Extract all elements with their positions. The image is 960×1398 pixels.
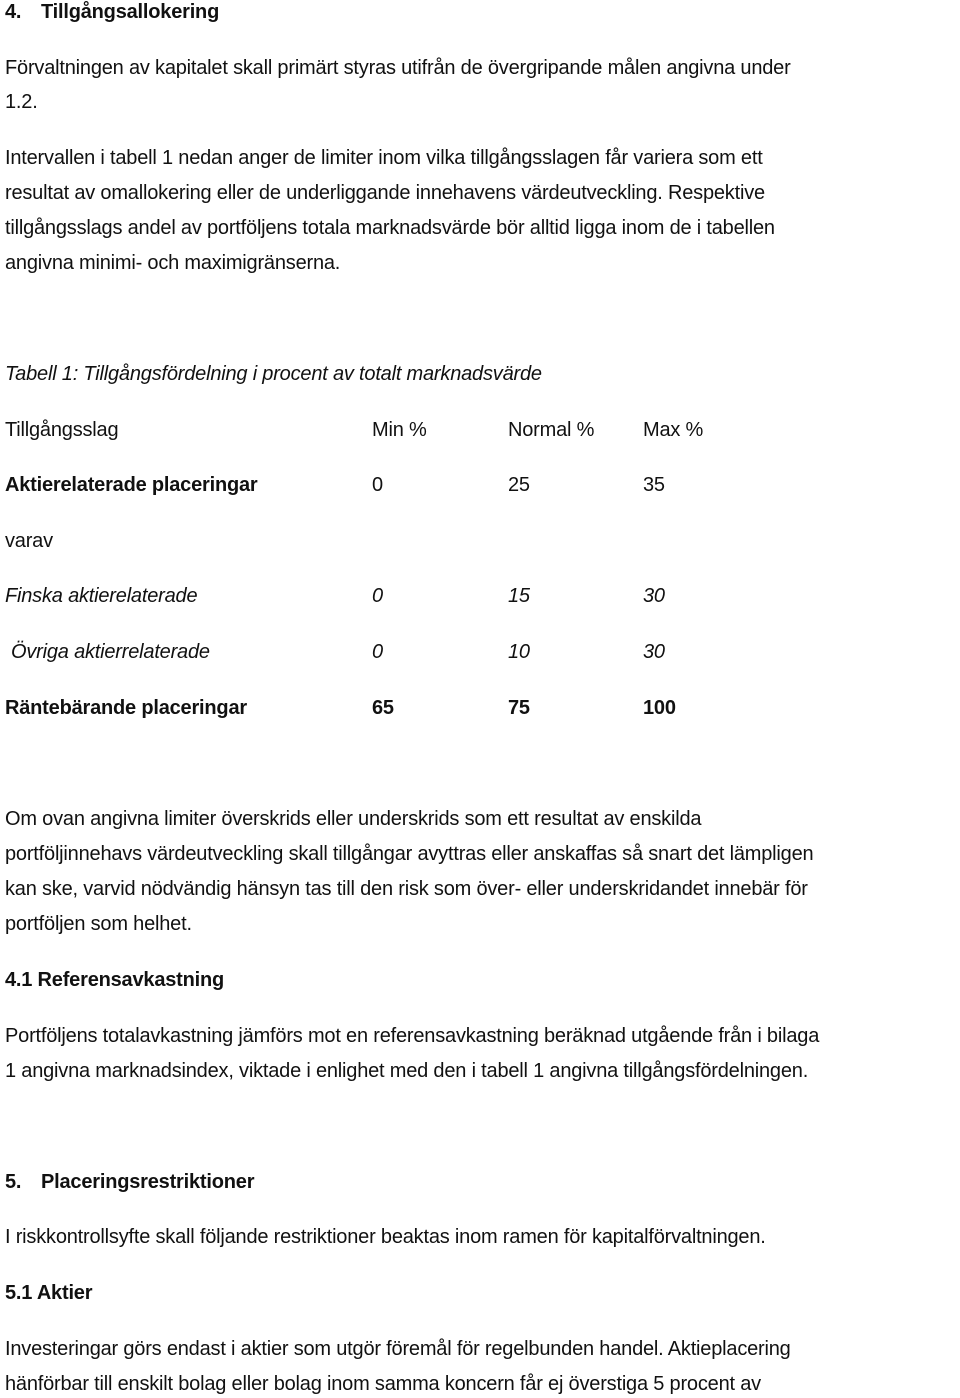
table-header-row [5,418,955,442]
paragraph-line: portföljen som helhet. [5,913,192,935]
table-header-cell: Normal % [508,419,595,441]
section-heading-5-1: 5.1 Aktier [5,1282,93,1304]
table-cell-label: Övriga aktierrelaterade [11,641,210,663]
section-heading-5 [5,1170,254,1194]
section-heading-4 [5,0,219,24]
table-cell-label: Räntebärande placeringar [5,697,247,719]
table-row [5,584,955,608]
table-cell-max: 100 [643,697,676,719]
table-cell-min: 65 [372,697,394,719]
table-cell-label: Aktierelaterade placeringar [5,474,258,496]
table-cell-max: 30 [643,641,665,663]
table-row [5,473,955,497]
table-cell-max: 30 [643,585,665,607]
section-heading-4-1: 4.1 Referensavkastning [5,969,225,991]
paragraph-line: Om ovan angivna limiter överskrids eller underskrids som ett resultat av enskilda [5,808,702,830]
table-header-cell: Tillgångsslag [5,419,119,441]
section-number: 5. [5,1171,22,1193]
paragraph-line: hänförbar till enskilt bolag eller bolag inom samma koncern får ej överstiga 5 procent av [5,1373,761,1395]
paragraph-line: tillgångsslags andel av portföljens totala marknadsvärde bör alltid ligga inom de i tabellen [5,217,775,239]
paragraph-line: resultat av omallokering eller de underliggande innehavens värdeutveckling. Respektive [5,182,765,204]
table-header-cell: Min % [372,419,427,441]
paragraph-line: kan ske, varvid nödvändig hänsyn tas till den risk som över- eller underskridandet innebär för [5,878,808,900]
paragraph-line: Förvaltningen av kapitalet skall primärt styras utifrån de övergripande målen angivna under [5,57,791,79]
table-cell-normal: 25 [508,474,530,496]
table-cell-min: 0 [372,641,383,663]
section-title: Tillgångsallokering [41,1,220,23]
table-header-cell: Max % [643,419,704,441]
section-title: Placeringsrestriktioner [41,1171,255,1193]
table-cell-label: Finska aktierelaterade [5,585,198,607]
section-number: 4. [5,1,22,23]
paragraph-line: Investeringar görs endast i aktier som utgör föremål för regelbunden handel. Aktieplacering [5,1338,791,1360]
table-row [5,640,955,664]
paragraph-line: portföljinnehavs värdeutveckling skall tillgångar avyttras eller anskaffas så snart det lämpligen [5,843,814,865]
table-cell-min: 0 [372,474,383,496]
paragraph-line: Portföljens totalavkastning jämförs mot en referensavkastning beräknad utgående från i bilaga [5,1025,820,1047]
table-cell-min: 0 [372,585,383,607]
table-cell-normal: 15 [508,585,530,607]
table-cell-label: varav [5,530,53,552]
table-row [5,696,955,720]
paragraph-line: 1 angivna marknadsindex, viktade i enlighet med den i tabell 1 angivna tillgångsfördelningen. [5,1060,809,1082]
paragraph-line: angivna minimi- och maximigränserna. [5,252,341,274]
table-row [5,529,53,553]
table-caption: Tabell 1: Tillgångsfördelning i procent av totalt marknadsvärde [5,363,542,385]
table-cell-max: 35 [643,474,665,496]
table-cell-normal: 75 [508,697,530,719]
paragraph-line: 1.2. [5,91,38,113]
table-cell-normal: 10 [508,641,530,663]
paragraph-line: Intervallen i tabell 1 nedan anger de limiter inom vilka tillgångsslagen får variera som ett [5,147,763,169]
paragraph-line: I riskkontrollsyfte skall följande restriktioner beaktas inom ramen för kapitalförvaltningen. [5,1226,766,1248]
